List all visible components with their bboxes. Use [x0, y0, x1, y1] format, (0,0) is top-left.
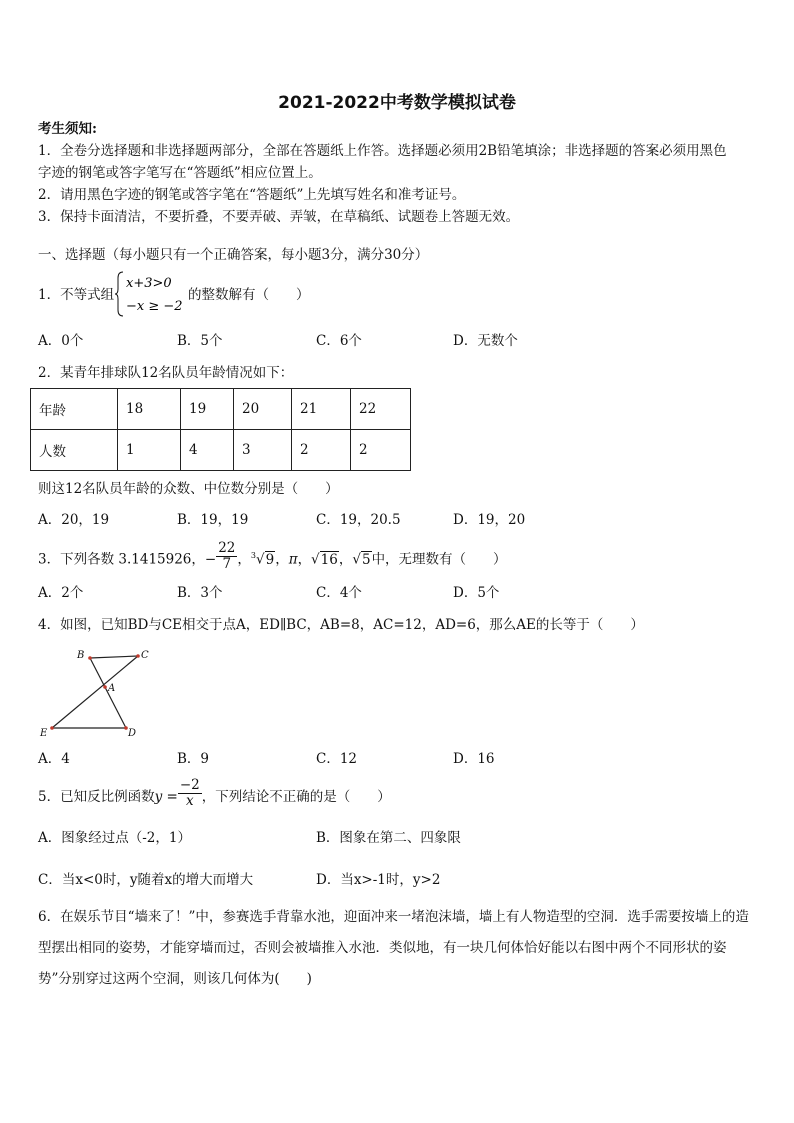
q2-option-a[interactable]: A．20，19 — [38, 512, 110, 528]
table-cell: 22 — [351, 389, 411, 430]
q2-question: 则这12名队员年龄的众数、中位数分别是（ ） — [38, 481, 339, 497]
table-row — [31, 389, 411, 430]
q3-frac-num: 22 — [218, 539, 236, 556]
q1-prefix: 1．不等式组 — [38, 287, 115, 303]
q6-stem: 6．在娱乐节目“墙来了！”中，参赛选手背靠水池，迎面冲来一堵泡沫墙，墙上有人物造型的空洞．选手需要按墙上的造型摆出相同的姿势，才能穿墙而过，否则会被墙推入水池．类似地，有一块几何体恰好能以右图中两个不同形状的姿势”分别穿过这两个空洞，则该几何体为( ) — [38, 909, 749, 987]
q2-option-b[interactable]: B．19，19 — [177, 512, 249, 528]
table-cell: 2 — [351, 430, 411, 471]
q5-option-a[interactable]: A．图象经过点（-2，1） — [38, 830, 191, 846]
table-cell: 18 — [118, 389, 181, 430]
q4-stem: 4．如图，已知BD与CE相交于点A，ED∥BC，AB=8，AC=12，AD=6，那么AE的长等于（ ） — [38, 617, 644, 633]
notice-item-2: 2．请用黑色字迹的钢笔或答字笔在“答题纸”上先填写姓名和准考证号。 — [38, 187, 466, 203]
q5-stem — [38, 777, 758, 809]
q1-ineq-1: x+3>0 — [126, 276, 172, 291]
q3-fraction — [216, 541, 237, 572]
q1-suffix: 的整数解有（ ） — [188, 287, 310, 303]
q2-stem: 2．某青年排球队12名队员年龄情况如下： — [38, 365, 294, 381]
q3-suffix: 中，无理数有（ ） — [371, 551, 507, 568]
q3-sqrt-b: 5 — [361, 551, 371, 568]
q3-cbrt-radicand: 9 — [265, 551, 275, 568]
q1-ineq-2: −x ≥ −2 — [126, 299, 183, 314]
point-a — [103, 685, 107, 689]
q2-option-c[interactable]: C．19，20.5 — [316, 512, 401, 528]
label-c: C — [141, 650, 149, 661]
table-cell: 20 — [234, 389, 292, 430]
q5-frac-den: x — [185, 793, 194, 809]
q5-suffix: ，下列结论不正确的是（ ） — [201, 789, 391, 805]
q3-pi: π — [288, 551, 298, 568]
table-cell: 1 — [118, 430, 181, 471]
q1-inequality-system — [115, 270, 185, 318]
q4-figure-lines — [52, 656, 138, 728]
q1-option-c[interactable]: C．6个 — [316, 333, 362, 349]
table-cell: 21 — [292, 389, 351, 430]
q5-option-c[interactable]: C．当x<0时，y随着x的增大而增大 — [38, 872, 254, 888]
exam-title: 2021-2022中考数学模拟试卷 — [278, 93, 516, 113]
q2-option-d[interactable]: D．19，20 — [453, 512, 526, 528]
notice-item-1: 1．全卷分选择题和非选择题两部分，全部在答题纸上作答。选择题必须用2B铅笔填涂；非选择题的答案必须用黑色 — [38, 143, 727, 159]
q5-option-d[interactable]: D．当x>-1时，y>2 — [316, 872, 441, 888]
label-e: E — [40, 728, 48, 739]
minus-sign: − — [204, 551, 217, 568]
q2-age-table — [30, 388, 411, 471]
q3-option-b[interactable]: B．3个 — [177, 585, 223, 601]
q1-option-d[interactable]: D．无数个 — [453, 333, 518, 349]
q4-option-a[interactable]: A．4 — [38, 751, 70, 767]
label-d: D — [128, 728, 137, 739]
q5-fraction — [178, 778, 202, 809]
point-e — [50, 726, 54, 730]
q5-frac-num: −2 — [179, 777, 200, 793]
q5-option-b[interactable]: B．图象在第二、四象限 — [316, 830, 461, 846]
point-b — [88, 656, 92, 660]
q3-sqrt-a: 16 — [320, 551, 338, 568]
q5-prefix: 5．已知反比例函数 — [38, 789, 155, 805]
q4-option-b[interactable]: B．9 — [177, 751, 210, 767]
q3-option-d[interactable]: D．5个 — [453, 585, 500, 601]
q3-option-c[interactable]: C．4个 — [316, 585, 362, 601]
q4-option-d[interactable]: D．16 — [453, 751, 495, 767]
q3-prefix: 3．下列各数 3.1415926， — [38, 551, 205, 568]
q3-frac-den: 7 — [222, 555, 232, 572]
q3-stem: 3．下列各数 3.1415926，− $\frac{22}{7}$ ，$^3$√9，π，√16，√5中，无理数有（ ） — [38, 539, 507, 572]
table-row — [31, 430, 411, 471]
table-cell: 人数 — [31, 430, 118, 471]
q1-option-a[interactable]: A．0个 — [38, 333, 84, 349]
table-cell: 4 — [181, 430, 234, 471]
table-cell: 3 — [234, 430, 292, 471]
table-cell: 年龄 — [31, 389, 118, 430]
q3-option-a[interactable]: A．2个 — [38, 585, 84, 601]
notice-item-1-cont: 字迹的钢笔或答字笔写在“答题纸”相应位置上。 — [38, 165, 322, 181]
segment-bc — [90, 656, 138, 658]
table-cell: 19 — [181, 389, 234, 430]
q4-figure — [34, 644, 164, 740]
label-a: A — [108, 683, 116, 694]
table-cell: 2 — [292, 430, 351, 471]
label-b: B — [77, 650, 85, 661]
section-heading: 一、选择题（每小题只有一个正确答案，每小题3分，满分30分） — [38, 247, 429, 263]
notice-item-3: 3．保持卡面清洁，不要折叠，不要弄破、弄皱，在草稿纸、试题卷上答题无效。 — [38, 209, 520, 225]
point-c — [136, 654, 140, 658]
q5-func-lhs: y = — [154, 789, 178, 805]
q1-option-b[interactable]: B．5个 — [177, 333, 223, 349]
q4-option-c[interactable]: C．12 — [316, 751, 358, 767]
q3-cbrt-index: 3 — [250, 551, 256, 560]
notice-heading: 考生须知: — [38, 121, 97, 137]
